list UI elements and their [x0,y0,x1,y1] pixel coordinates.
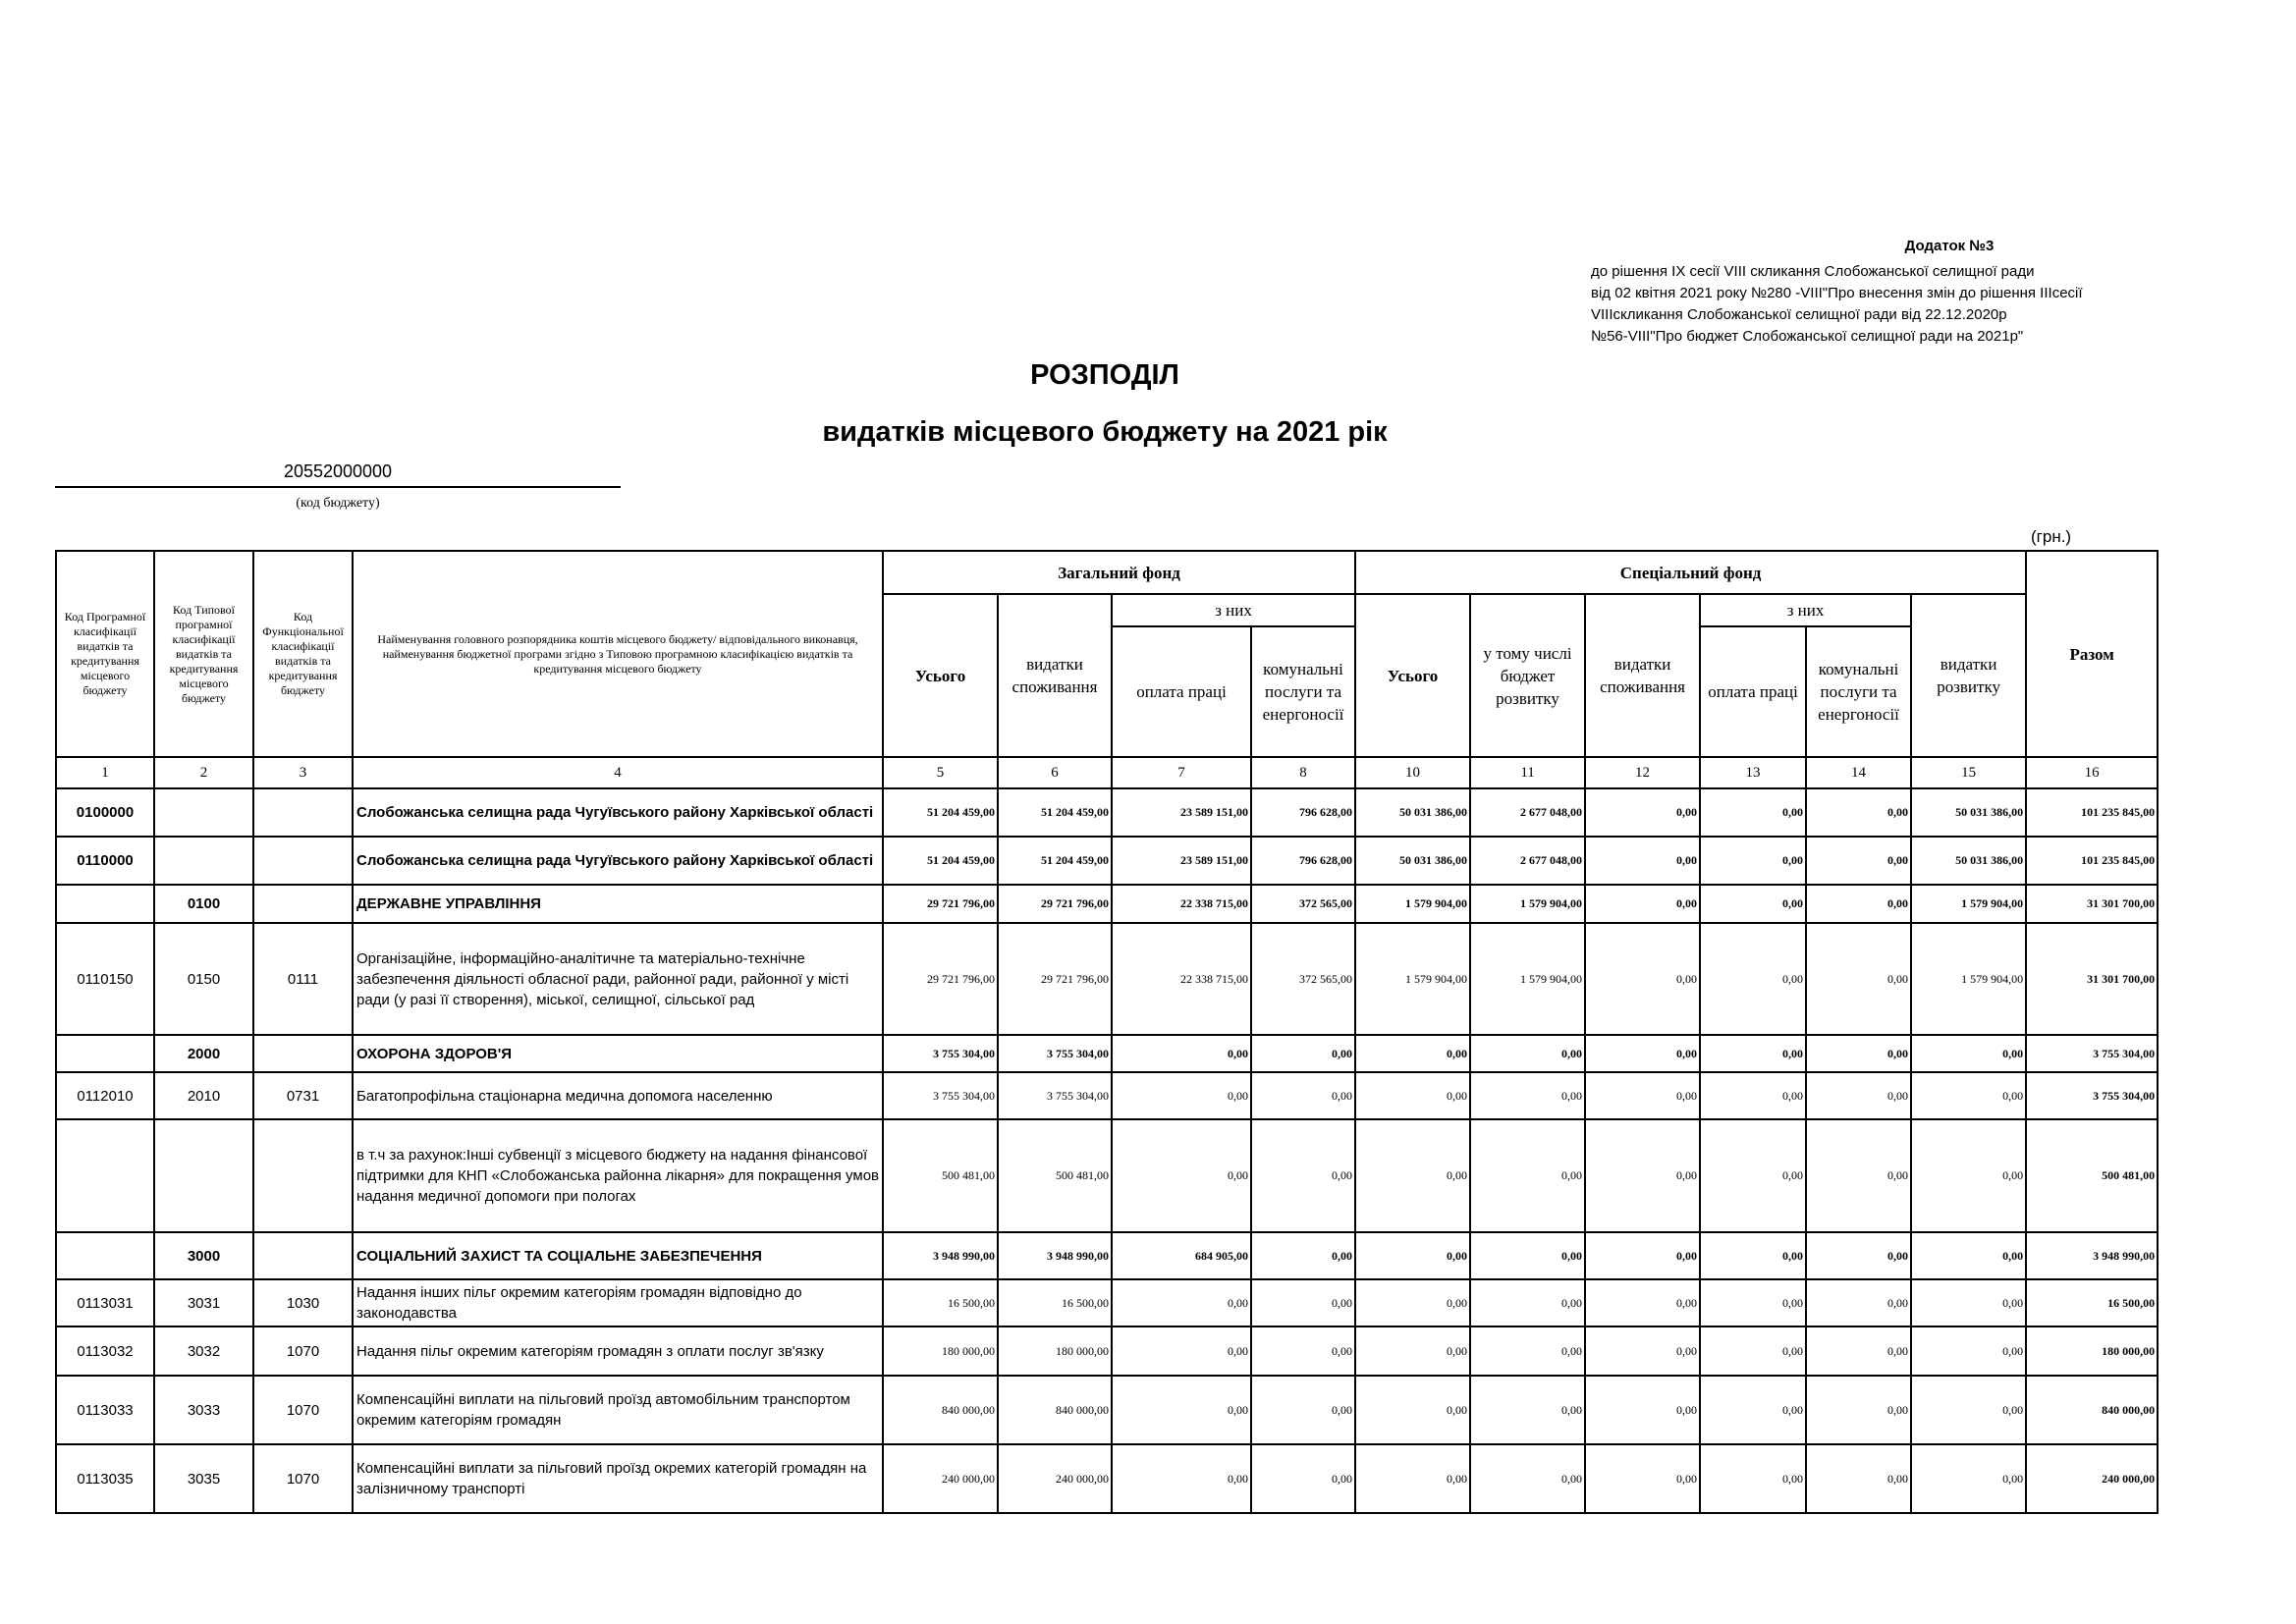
appendix-line: №56-VIII"Про бюджет Слобожанської селищної ради на 2021р" [1591,328,2024,345]
program-name-cell: Надання пільг окремим категоріям громадян з оплати послуг зв'язку [353,1326,883,1376]
amount-cell: 1 579 904,00 [1355,885,1470,923]
table-row [56,923,2158,1035]
header-general-utilities: комунальні послуги та енергоносії [1251,626,1355,757]
header-special-of-them: з них [1700,594,1911,626]
total-amount-cell: 500 481,00 [2026,1119,2158,1232]
table-row [56,1232,2158,1279]
amount-cell: 0,00 [1470,1279,1585,1326]
amount-cell: 372 565,00 [1251,923,1355,1035]
program-code-cell: 0113031 [56,1279,154,1326]
column-number: 13 [1700,757,1806,788]
header-general-of-them: з них [1112,594,1355,626]
amount-cell: 23 589 151,00 [1112,837,1251,885]
total-amount-cell: 31 301 700,00 [2026,923,2158,1035]
amount-cell: 1 579 904,00 [1911,885,2026,923]
amount-cell: 0,00 [1700,1232,1806,1279]
typical-code-cell: 2000 [154,1035,253,1072]
functional-code-cell [253,788,353,837]
amount-cell: 0,00 [1911,1072,2026,1119]
amount-cell: 0,00 [1911,1376,2026,1444]
column-number: 5 [883,757,998,788]
table-body [56,788,2158,1513]
amount-cell: 0,00 [1355,1035,1470,1072]
header-program-code: Код Програмної класифікації видатків та кредитування місцевого бюджету [56,551,154,757]
appendix-title: Додаток №3 [1904,238,1995,254]
amount-cell: 0,00 [1911,1326,2026,1376]
functional-code-cell [253,1119,353,1232]
amount-cell: 0,00 [1806,923,1911,1035]
total-amount-cell: 3 755 304,00 [2026,1035,2158,1072]
document-subtitle: видатків місцевого бюджету на 2021 рік [822,416,1388,448]
amount-cell: 0,00 [1585,1119,1700,1232]
amount-cell: 796 628,00 [1251,788,1355,837]
amount-cell: 0,00 [1700,1326,1806,1376]
amount-cell: 3 755 304,00 [998,1072,1112,1119]
amount-cell: 2 677 048,00 [1470,788,1585,837]
program-name-cell: Слобожанська селищна рада Чугуївського району Харківської області [353,837,883,885]
total-amount-cell: 840 000,00 [2026,1376,2158,1444]
amount-cell: 0,00 [1112,1119,1251,1232]
amount-cell: 0,00 [1251,1035,1355,1072]
amount-cell: 29 721 796,00 [883,885,998,923]
column-number: 11 [1470,757,1585,788]
functional-code-cell [253,1035,353,1072]
amount-cell: 1 579 904,00 [1470,885,1585,923]
program-code-cell [56,1035,154,1072]
table-row [56,1072,2158,1119]
amount-cell: 0,00 [1911,1279,2026,1326]
appendix-line: до рішення ІХ сесії VIII скликання Слобожанської селищної ради [1591,263,2035,280]
amount-cell: 240 000,00 [998,1444,1112,1513]
amount-cell: 50 031 386,00 [1911,837,2026,885]
total-amount-cell: 240 000,00 [2026,1444,2158,1513]
amount-cell: 0,00 [1806,1376,1911,1444]
amount-cell: 0,00 [1806,788,1911,837]
amount-cell: 51 204 459,00 [998,837,1112,885]
functional-code-cell [253,837,353,885]
typical-code-cell [154,1119,253,1232]
amount-cell: 500 481,00 [883,1119,998,1232]
typical-code-cell: 3031 [154,1279,253,1326]
amount-cell: 0,00 [1806,1119,1911,1232]
amount-cell: 0,00 [1585,1232,1700,1279]
program-name-cell: СОЦІАЛЬНИЙ ЗАХИСТ ТА СОЦІАЛЬНЕ ЗАБЕЗПЕЧЕННЯ [353,1232,883,1279]
amount-cell: 0,00 [1700,1279,1806,1326]
amount-cell: 0,00 [1806,837,1911,885]
amount-cell: 0,00 [1806,1326,1911,1376]
column-number: 10 [1355,757,1470,788]
amount-cell: 0,00 [1585,923,1700,1035]
amount-cell: 51 204 459,00 [998,788,1112,837]
amount-cell: 0,00 [1911,1444,2026,1513]
functional-code-cell [253,1232,353,1279]
header-special-utilities: комунальні послуги та енергоносії [1806,626,1911,757]
program-name-cell: Компенсаційні виплати на пільговий проїзд автомобільним транспортом окремим категоріям громадян [353,1376,883,1444]
amount-cell: 0,00 [1470,1376,1585,1444]
amount-cell: 0,00 [1355,1072,1470,1119]
functional-code-cell: 1070 [253,1376,353,1444]
header-name: Найменування головного розпорядника коштів місцевого бюджету/ відповідального виконавця, найменування бюджетної програми згідно з Типовою програмною класифікацією видатків та кредитування місцевого бюджету [353,551,883,757]
amount-cell: 0,00 [1700,837,1806,885]
amount-cell: 0,00 [1700,1119,1806,1232]
amount-cell: 840 000,00 [998,1376,1112,1444]
amount-cell: 0,00 [1355,1232,1470,1279]
program-name-cell: ДЕРЖАВНЕ УПРАВЛІННЯ [353,885,883,923]
table-row [56,1326,2158,1376]
total-amount-cell: 3 948 990,00 [2026,1232,2158,1279]
program-code-cell: 0113032 [56,1326,154,1376]
table-row [56,1376,2158,1444]
amount-cell: 29 721 796,00 [883,923,998,1035]
amount-cell: 1 579 904,00 [1355,923,1470,1035]
table-row [56,1035,2158,1072]
typical-code-cell: 0150 [154,923,253,1035]
amount-cell: 0,00 [1700,885,1806,923]
amount-cell: 0,00 [1585,1444,1700,1513]
column-number: 6 [998,757,1112,788]
total-amount-cell: 101 235 845,00 [2026,837,2158,885]
header-special-all: Усього [1355,594,1470,757]
amount-cell: 0,00 [1470,1444,1585,1513]
program-name-cell: Надання інших пільг окремим категоріям громадян відповідно до законодавства [353,1279,883,1326]
appendix-block [1591,236,2278,348]
amount-cell: 0,00 [1112,1279,1251,1326]
column-number: 4 [353,757,883,788]
amount-cell: 0,00 [1251,1376,1355,1444]
header-total: Разом [2026,551,2158,757]
table-row [56,1444,2158,1513]
amount-cell: 684 905,00 [1112,1232,1251,1279]
total-amount-cell: 16 500,00 [2026,1279,2158,1326]
amount-cell: 16 500,00 [998,1279,1112,1326]
amount-cell: 0,00 [1911,1232,2026,1279]
amount-cell: 0,00 [1585,837,1700,885]
program-code-cell: 0100000 [56,788,154,837]
program-code-cell [56,885,154,923]
table-row [56,837,2158,885]
budget-code: 20552000000 [55,461,621,488]
column-number: 7 [1112,757,1251,788]
program-name-cell: Компенсаційні виплати за пільговий проїзд окремих категорій громадян на залізничному транспорті [353,1444,883,1513]
amount-cell: 3 755 304,00 [883,1035,998,1072]
amount-cell: 0,00 [1806,1035,1911,1072]
typical-code-cell: 3035 [154,1444,253,1513]
column-number: 12 [1585,757,1700,788]
amount-cell: 0,00 [1112,1444,1251,1513]
amount-cell: 0,00 [1355,1326,1470,1376]
amount-cell: 22 338 715,00 [1112,923,1251,1035]
amount-cell: 240 000,00 [883,1444,998,1513]
functional-code-cell: 0111 [253,923,353,1035]
amount-cell: 3 755 304,00 [998,1035,1112,1072]
amount-cell: 0,00 [1806,1232,1911,1279]
amount-cell: 50 031 386,00 [1355,788,1470,837]
amount-cell: 0,00 [1112,1072,1251,1119]
table-row [56,885,2158,923]
amount-cell: 0,00 [1585,1035,1700,1072]
budget-code-label: (код бюджету) [296,496,380,511]
amount-cell: 29 721 796,00 [998,885,1112,923]
amount-cell: 0,00 [1355,1279,1470,1326]
amount-cell: 0,00 [1251,1279,1355,1326]
header-special-consumption: видатки споживання [1585,594,1700,757]
amount-cell: 0,00 [1585,1072,1700,1119]
total-amount-cell: 101 235 845,00 [2026,788,2158,837]
column-number: 14 [1806,757,1911,788]
amount-cell: 0,00 [1585,885,1700,923]
amount-cell: 2 677 048,00 [1470,837,1585,885]
amount-cell: 0,00 [1585,788,1700,837]
header-row [56,551,2158,594]
program-code-cell: 0112010 [56,1072,154,1119]
table-row [56,1279,2158,1326]
program-code-cell [56,1119,154,1232]
amount-cell: 0,00 [1911,1035,2026,1072]
amount-cell: 796 628,00 [1251,837,1355,885]
column-number: 1 [56,757,154,788]
typical-code-cell: 3000 [154,1232,253,1279]
program-code-cell: 0113035 [56,1444,154,1513]
amount-cell: 0,00 [1700,788,1806,837]
program-name-cell: Організаційне, інформаційно-аналітичне та матеріально-технічне забезпечення діяльності обласної ради, районної ради, районної у місті ради (у разі її створення), міської, селищної, сільської рад [353,923,883,1035]
amount-cell: 51 204 459,00 [883,788,998,837]
document-title: РОЗПОДІЛ [1030,359,1179,391]
amount-cell: 0,00 [1585,1376,1700,1444]
amount-cell: 0,00 [1355,1119,1470,1232]
typical-code-cell: 0100 [154,885,253,923]
amount-cell: 0,00 [1251,1326,1355,1376]
amount-cell: 372 565,00 [1251,885,1355,923]
amount-cell: 1 579 904,00 [1470,923,1585,1035]
amount-cell: 3 948 990,00 [998,1232,1112,1279]
amount-cell: 0,00 [1251,1072,1355,1119]
header-general-consumption: видатки споживання [998,594,1112,757]
header-typical-code: Код Типової програмної класифікації видатків та кредитування місцевого бюджету [154,551,253,757]
functional-code-cell: 1070 [253,1326,353,1376]
typical-code-cell: 3032 [154,1326,253,1376]
amount-cell: 0,00 [1112,1376,1251,1444]
program-code-cell: 0113033 [56,1376,154,1444]
appendix-line: від 02 квітня 2021 року №280 -VIII"Про внесення змін до рішення ІІІсесії [1591,285,2083,301]
amount-cell: 840 000,00 [883,1376,998,1444]
column-number: 15 [1911,757,2026,788]
amount-cell: 0,00 [1700,1444,1806,1513]
header-general-salary: оплата праці [1112,626,1251,757]
amount-cell: 0,00 [1700,1072,1806,1119]
total-amount-cell: 31 301 700,00 [2026,885,2158,923]
functional-code-cell: 1030 [253,1279,353,1326]
amount-cell: 3 948 990,00 [883,1232,998,1279]
header-special-fund: Спеціальний фонд [1355,551,2026,594]
header-general-fund: Загальний фонд [883,551,1355,594]
header-functional-code: Код Функціональної класифікації видатків та кредитування бюджету [253,551,353,757]
typical-code-cell: 2010 [154,1072,253,1119]
typical-code-cell: 3033 [154,1376,253,1444]
amount-cell: 0,00 [1585,1279,1700,1326]
functional-code-cell [253,885,353,923]
amount-cell: 0,00 [1585,1326,1700,1376]
program-name-cell: Слобожанська селищна рада Чугуївського району Харківської області [353,788,883,837]
amount-cell: 3 755 304,00 [883,1072,998,1119]
amount-cell: 0,00 [1470,1232,1585,1279]
appendix-line: VIIIскликання Слобожанської селищної ради від 22.12.2020р [1591,306,2007,323]
amount-cell: 0,00 [1911,1119,2026,1232]
amount-cell: 0,00 [1700,1035,1806,1072]
currency-label: (грн.) [2031,527,2072,546]
amount-cell: 0,00 [1251,1232,1355,1279]
column-number-row [56,757,2158,788]
functional-code-cell: 1070 [253,1444,353,1513]
amount-cell: 0,00 [1355,1376,1470,1444]
column-number: 8 [1251,757,1355,788]
amount-cell: 500 481,00 [998,1119,1112,1232]
amount-cell: 0,00 [1700,1376,1806,1444]
amount-cell: 0,00 [1806,1279,1911,1326]
amount-cell: 0,00 [1251,1444,1355,1513]
amount-cell: 16 500,00 [883,1279,998,1326]
amount-cell: 180 000,00 [998,1326,1112,1376]
program-name-cell: в т.ч за рахунок:Інші субвенції з місцевого бюджету на надання фінансової підтримки для КНП «Слобожанська районна лікарня» для покращення умов надання медичної допомоги при пологах [353,1119,883,1232]
header-general-all: Усього [883,594,998,757]
header-special-incl-budget: у тому числі бюджет розвитку [1470,594,1585,757]
program-code-cell: 0110000 [56,837,154,885]
column-number: 3 [253,757,353,788]
amount-cell: 0,00 [1112,1035,1251,1072]
amount-cell: 0,00 [1806,1444,1911,1513]
header-special-salary: оплата праці [1700,626,1806,757]
amount-cell: 0,00 [1806,885,1911,923]
amount-cell: 0,00 [1806,1072,1911,1119]
program-code-cell [56,1232,154,1279]
program-name-cell: ОХОРОНА ЗДОРОВ'Я [353,1035,883,1072]
amount-cell: 29 721 796,00 [998,923,1112,1035]
table-row [56,788,2158,837]
budget-table [55,550,2159,1514]
amount-cell: 0,00 [1355,1444,1470,1513]
amount-cell: 51 204 459,00 [883,837,998,885]
program-code-cell: 0110150 [56,923,154,1035]
total-amount-cell: 3 755 304,00 [2026,1072,2158,1119]
amount-cell: 0,00 [1470,1326,1585,1376]
functional-code-cell: 0731 [253,1072,353,1119]
header-special-development: видатки розвитку [1911,594,2026,757]
amount-cell: 1 579 904,00 [1911,923,2026,1035]
program-name-cell: Багатопрофільна стаціонарна медична допомога населенню [353,1072,883,1119]
amount-cell: 23 589 151,00 [1112,788,1251,837]
amount-cell: 50 031 386,00 [1911,788,2026,837]
amount-cell: 0,00 [1700,923,1806,1035]
total-amount-cell: 180 000,00 [2026,1326,2158,1376]
amount-cell: 0,00 [1112,1326,1251,1376]
column-number: 16 [2026,757,2158,788]
amount-cell: 0,00 [1470,1035,1585,1072]
typical-code-cell [154,788,253,837]
amount-cell: 0,00 [1251,1119,1355,1232]
amount-cell: 180 000,00 [883,1326,998,1376]
amount-cell: 50 031 386,00 [1355,837,1470,885]
amount-cell: 0,00 [1470,1119,1585,1232]
amount-cell: 22 338 715,00 [1112,885,1251,923]
amount-cell: 0,00 [1470,1072,1585,1119]
typical-code-cell [154,837,253,885]
column-number: 2 [154,757,253,788]
table-row [56,1119,2158,1232]
